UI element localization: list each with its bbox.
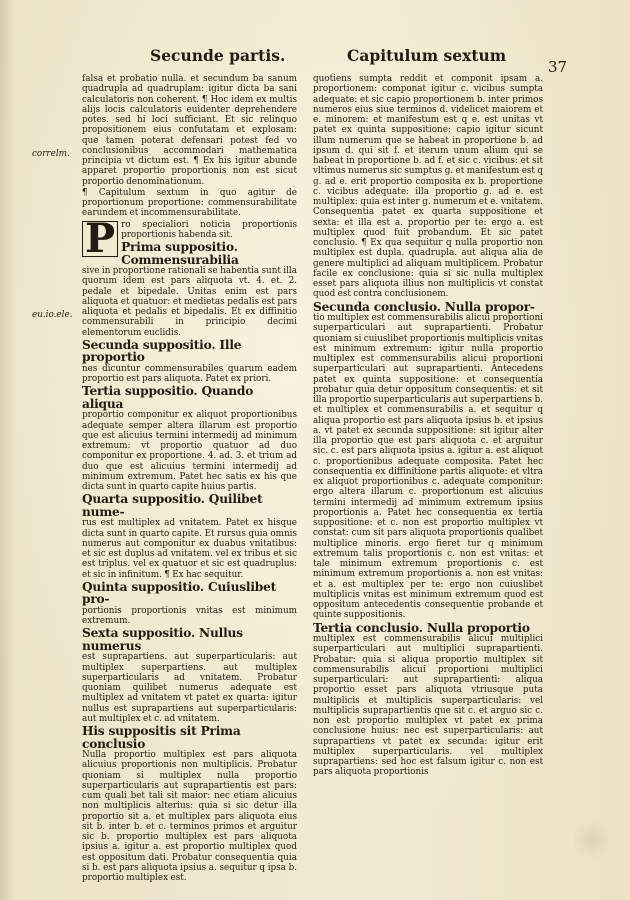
section-heading: Tertia conclusio. Nulla proportio	[313, 620, 530, 635]
section-heading: Quarta suppositio. Quilibet nume-	[82, 492, 263, 519]
paragraph: tio multiplex est commensurabilis alicui proportioni superparticulari aut suprapartienti. Probatur quoniam si cuiuslibet proportionis multiplicis vnitas est minimum extremum: igitur nulla proportio multiplex est commensurabilis alicui proportioni superparticulari aut suprapartienti. Antecedens patet ex quinta suppositione: et consequentia probatur quia detur oppositum consequentis: et sit illa proportio superparticularis aut superpartiens b. et multiplex et commensurabilis a. et sequitur q aliqua proportio est pars aliquota ipsius b. et ipsius a. vt patet ex secunda suppositione: sit igitur alter illa proportio que est pars aliquota c. et arguitur sic. c. est pars aliquota ipsius a. igitur a. est aliquot c. proportionibus adequate composita. Patet hec consequentia ex diffinitione partis aliquote: et vltra ex aliquot proportionibus c. adequate componitur: ergo altera illarum c. proportionum est alicuius termini intermedij ad minimum extremum ipsius proportionis a. Patet hec consequentia ex tertia suppositione: et c. non est proportio multiplex vt constat: cum sit pars aliquota proportionis qualibet multiplice minoris. ergo fieret tur q minimum extremum talis proportionis c. non est vnitas: et tale minimum extremum proportionis c. est minimum extremum proportionis a. non est vnitas: et a. est multiplex per te: ergo non cuiuslibet multiplicis vnitas est minimum extremum quod est oppositum antecedentis consequentie probande et quinte suppositionis.	[313, 313, 543, 621]
section-heading: Prima suppositio. Commensurabilia	[121, 240, 239, 267]
section-heading: Quinta suppositio. Cuiuslibet pro-	[82, 579, 277, 607]
initial-paragraph-text: ro specialiori noticia proportionis proportionis habenda sit.	[121, 219, 297, 240]
section-heading: Sexta suppositio. Nullus numerus	[82, 626, 243, 653]
decorated-initial: P	[82, 221, 118, 257]
right-column	[313, 74, 543, 819]
paragraph: quotiens sumpta reddit et componit ipsam a. proportionem: componat igitur c. vicibus sumpta adequate: et sic capio proportionem b. inter primos numeros eius siue terminos d. videlicet maiorem et e. minorem: et manifestum est q e. est unitas vt patet ex quinta suppositione: capio igitur sicunt illum numerum que se habeat in proportione b. ad ipsum d. qui sit f. et iterum unum alium qui se habeat in proportione b. ad f. et sic c. vicibus: et sit vltimus numerus sic sumptus g. et manifestum est q g. ad e. erit proportio composita ex b. proportione c. vicibus adequate: illa proportio g. ad e. est multiplex: quia est inter g. numerum et e. vnitatem. Consequentia patet ex quarta suppositione et sexta: et illa est a. proportio per te: ergo a. est multiplex quod fuit probandum. Et sic patet conclusio. ¶ Ex qua sequitur q nulla proportio non multiplex est dupla. quadrupla. aut aliqua alia de genere multiplici ad aliquam multiplicem. Probatur facile ex conclusione: quia si sic nulla multiplex esset pars aliquota illius non multiplicis vt constat quod est contra conclusionem.	[313, 74, 543, 300]
left-column	[82, 74, 297, 883]
paragraph: multiplex est commensurabilis alicui multiplici superparticulari aut multiplici suprapartienti. Probatur: quia si aliqua proportio multiplex sit commensurabilis alicui proportioni multiplici superparticulari: aut suprapartienti: aliqua proportio esset pars aliquota vtriusque puta multiplicis et multiplicis superparticularis: vel multiplicis suprapartientis que sit c. et arguo sic c. non est proportio multiplex vt patet ex prima conclusione huius: nec est superparticularis: aut suprapartiens vt patet ex secunda: igitur erit multiplex superparticularis. vel multiplex suprapartiens: sed hoc est falsum igitur c. non est pars aliquota proportionis	[313, 634, 543, 778]
folio-number: 37	[548, 58, 568, 76]
paragraph: est suprapartiens. aut superparticularis: aut multiplex superpartiens. aut multiplex superparticularis ad vnitatem. Probatur quoniam quilibet numerus adequate est multiplex ad vnitatem vt patet ex quarta: igitur nullus est suprapartiens aut superparticularis: aut multiplex et c. ad vnitatem.	[82, 652, 297, 724]
section-heading: His suppositis sit Prima conclusio	[82, 724, 241, 751]
section-heading: Tertia suppositio. Quando aliqua	[82, 384, 254, 411]
paper-stain	[572, 820, 612, 860]
running-head-right: Capitulum sextum	[347, 46, 507, 65]
marginal-note: eu.io.ele.	[32, 310, 73, 320]
paragraph: rus est multiplex ad vnitatem. Patet ex hisque dicta sunt in quarto capite. Et rursus quia omnis numerus aut componitur ex duabus vnitatibus: et sic est duplus ad vnitatem. vel ex tribus et sic est triplus. vel ex quatuor et sic est quadruplus: et sic in infinitum. ¶ Ex hac sequitur.	[82, 518, 297, 580]
marginal-note: correlm.	[32, 149, 70, 159]
paragraph: proportio componitur ex aliquot proportionibus adequate semper altera illarum est proportio que est alicuius termini intermedij ad minimum extremum: vt proportio quatuor ad duo componitur ex proportione. 4. ad. 3. et trium ad duo que est alicuius termini intermedij ad minimum extremum. Patet hec satis ex his que dicta sunt in quarto capite huius partis.	[82, 410, 297, 492]
running-head-left: Secunde partis.	[150, 46, 286, 65]
section-heading: Secunda suppositio. Ille proportio	[82, 337, 242, 365]
section-heading: Secunda conclusio. Nulla propor-	[313, 299, 535, 314]
paragraph: sive in proportione rationali se habentia sunt illa quorum idem est pars aliquota vt. 4. et. 2. pedale et bipedale. Unitas enim est pars aliquota et quatuor: et medietas pedalis est pars aliquota et pedalis et bipedalis. Et ex diffinitio commensurabili in principio decimi elementorum euclidis.	[82, 266, 297, 338]
paragraph: portionis proportionis vnitas est minimum extremum.	[82, 605, 297, 626]
paragraph: falsa et probatio nulla. et secundum ba sanum quadrupla ad quadruplam: igitur dicta ba sani calculatoris non coherent. ¶ Hoc idem ex multis alijs locis calculatoris euidenter deprehendere potes. sed hi loci sufficiant. Et sic relinquo propositionem eius confutatam et explosam: que tamen poterat defensari potest fed vo conclusionibus accommodari mathematica principia vt dictum est. ¶ Ex his igitur abunde apparet proportio proportionis non est sicut proportio denominationum.	[82, 74, 297, 187]
chapter-rubric: ¶ Capitulum sextum in quo agitur de proportionum proportione: commensurabilitate earundem et incommensurabilitate.	[82, 187, 297, 219]
paragraph: Nulla proportio multiplex est pars aliquota alicuius proportionis non multiplicis. Probatur quoniam si multiplex nulla proportio superparticularis aut suprapartientis est pars: cum quali bet tali sit maior: nec etiam alicuius non multiplicis alterius: quia si sic detur illa proportio sit a. et multiplex pars aliquota eius sit b. inter b. et c. terminos primos et arguitur sic b. proportio multiplex est pars aliquota ipsius a. igitur a. est proportio multiplex quod est oppositum dati. Probatur consequentia quia si b. est pars aliquota ipsius a. sequitur q ipsa b. proportio multiplex est.	[82, 750, 297, 883]
paragraph: nes dicuntur commensurabiles quarum eadem proportio est pars aliquota. Patet ex priori.	[82, 363, 297, 384]
